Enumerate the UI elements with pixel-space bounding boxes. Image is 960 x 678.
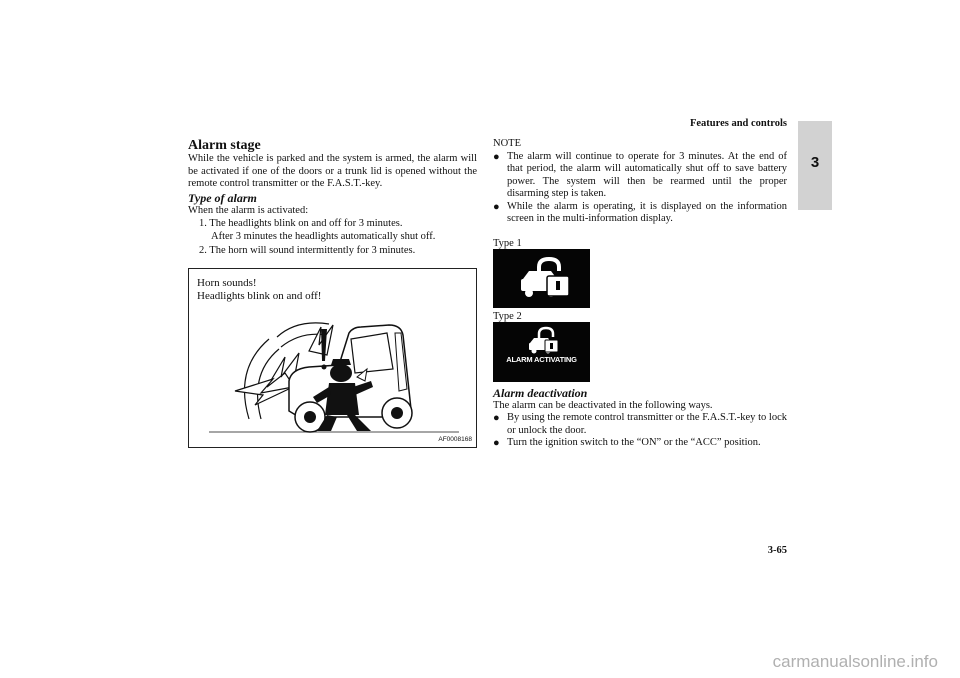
- step-2: 2. The horn will sound intermittently for 3 minutes.: [199, 245, 416, 256]
- page-header-title: Features and controls: [689, 118, 787, 129]
- alarm-illustration: [188, 268, 477, 448]
- note-text: The alarm will continue to operate for 3 minutes. At the end of that period, the alarm will automatically shut off to save battery power. The system will then be rearmed until the proper disarming step is taken.: [507, 150, 787, 199]
- bullet-icon: ●: [493, 437, 500, 449]
- chapter-tab: [798, 121, 832, 210]
- lightning-icon-2: [309, 325, 333, 355]
- bullet-icon: ●: [493, 200, 500, 213]
- page-number: 3-65: [767, 545, 787, 556]
- deactivation-intro: The alarm can be deactivated in the following ways.: [493, 399, 713, 411]
- display-type-2: [493, 322, 590, 382]
- chapter-number: 3: [810, 154, 820, 171]
- bullet-icon: ●: [493, 412, 500, 424]
- left-column: [188, 138, 477, 258]
- car-alarm-drawing: [189, 269, 477, 448]
- deactivation-item: [493, 437, 787, 450]
- type-2-label: Type 2: [493, 311, 522, 322]
- deactivation-text: By using the remote control transmitter or the F.A.S.T.-key to lock or unlock the door.: [507, 412, 787, 436]
- display-status-text: ALARM ACTIVATING: [506, 355, 577, 364]
- deactivation-item: [493, 412, 787, 437]
- deactivation-text: Turn the ignition switch to the “ON” or the “ACC” position.: [507, 437, 761, 448]
- note-label: NOTE: [493, 138, 521, 149]
- note-item: [493, 201, 787, 226]
- when-text: When the alarm is activated:: [188, 204, 309, 216]
- watermark: carmanualsonline.info: [772, 652, 938, 671]
- illustration-code: AF0008168: [438, 436, 472, 443]
- bullet-icon: ●: [493, 150, 500, 163]
- note-item: [493, 151, 787, 201]
- display-type-1: [493, 249, 590, 308]
- caption-line-2: Headlights blink on and off!: [197, 290, 322, 302]
- section-heading: Alarm stage: [188, 138, 261, 153]
- deactivation-heading: Alarm deactivation: [493, 385, 588, 400]
- padlock-car-icon: [493, 249, 590, 308]
- note-text: While the alarm is operating, it is displayed on the information screen in the multi-information display.: [507, 200, 787, 224]
- step-1: 1. The headlights blink on and off for 3 minutes.: [199, 218, 403, 229]
- subsection-heading: Type of alarm: [188, 190, 257, 205]
- caption-line-1: Horn sounds!: [197, 277, 257, 289]
- padlock-car-icon: [493, 322, 590, 354]
- intro-paragraph: While the vehicle is parked and the system is armed, the alarm will be activated if one of the doors or a trunk lid is opened without the remote control transmitter or the F.A.S.T.-key.: [188, 153, 477, 189]
- step-1-detail: After 3 minutes the headlights automatically shut off.: [211, 230, 436, 242]
- type-1-label: Type 1: [493, 237, 522, 249]
- lightning-icon-3: [235, 379, 293, 405]
